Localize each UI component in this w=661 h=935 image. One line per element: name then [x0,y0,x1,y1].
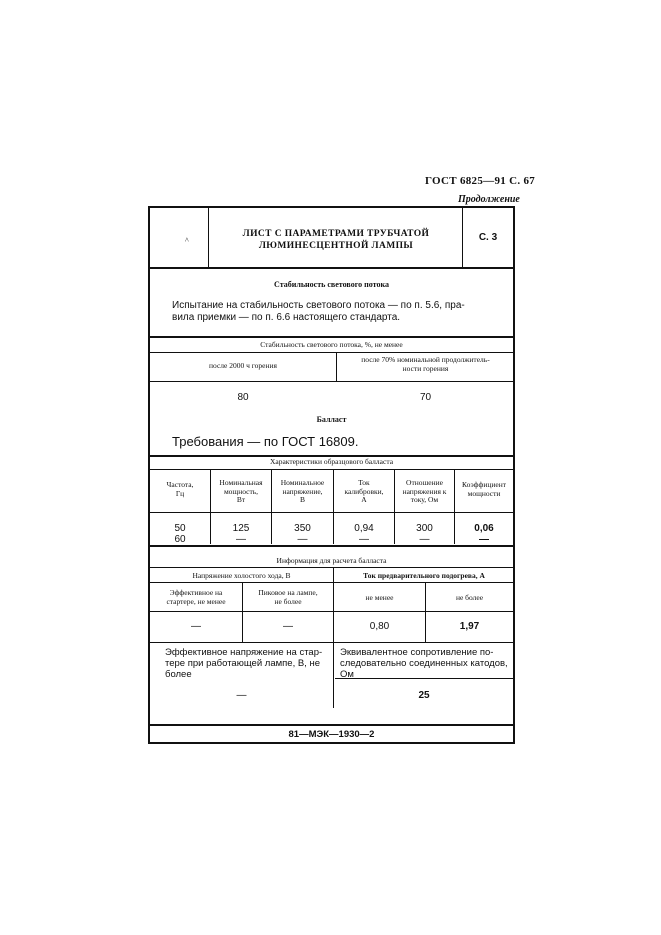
document-reference: ГОСТ 6825—91 С. 67 [425,175,536,187]
ballast-col-power: Номинальная мощность, Вт [219,478,263,504]
calc-sub-effective: Эффективное на стартере, не менее [166,588,226,606]
calc-left-group: Напряжение холостого хода, В [192,571,291,580]
ballast-cell-current: 0,94 — [354,523,374,545]
ballast-col-frequency: Частота, Гц [166,480,194,498]
stability-caption-rule [150,352,513,353]
calc-right-description: Эквивалентное сопротивление по- следовательно соединенных катодов, Ом [340,647,508,680]
ballast-cell-ratio: 300 — [416,523,433,545]
continuation-label: Продолжение [458,194,520,205]
stability-table-top [150,336,513,338]
stability-col1: после 2000 ч горения [209,361,277,370]
sheet-title-line1: ЛИСТ С ПАРАМЕТРАМИ ТРУБЧАТОЙ [242,229,430,239]
footer-code: 81—МЭК—1930—2 [288,729,375,740]
stability-text [172,300,509,324]
stability-value-70pct: 70 [419,392,432,403]
ballast-col-voltage: Номинальное напряжение, В [280,478,325,504]
calc-value-min: 0,80 [369,621,390,632]
calc-value-effective: — [191,621,201,632]
stability-text-line2: вила приемки — по п. 6.6 настоящего стандарта. [172,312,401,323]
stability-col2-line1: после 70% номинальной продолжитель- [361,355,490,364]
calc-value-peak: — [283,621,293,632]
ballast-cell-power-factor: 0,06 — [474,523,494,545]
ballast-cell-frequency: 50 60 [174,523,186,545]
ballast-cell-voltage: 350 — [294,523,311,545]
calc-sub-max: не более [455,593,484,602]
ballast-col-current: Ток калибровки, А [344,478,384,504]
calc-right-subdivider [425,582,426,642]
calc-values-rule [150,642,513,643]
calc-right-value-rule [335,678,513,679]
ballast-caption-rule [150,469,513,470]
ballast-header-rule [150,512,513,513]
stability-heading: Стабильность светового потока [274,280,389,289]
stability-table-caption: Стабильность светового потока, %, не менее [260,340,403,349]
calc-table-top [150,545,513,547]
stability-value-2000h: 80 [237,392,249,403]
calc-right-group: Ток предварительного подогрева, А [363,571,485,580]
title-divider-left [208,208,209,268]
stability-col2 [338,356,513,373]
footer-rule [150,724,513,726]
ballast-col-power-factor: Коэффициент мощности [462,480,506,498]
title-bottom-rule [150,267,513,269]
ballast-cell-power: 125 — [232,523,250,545]
stability-text-line1: Испытание на стабильность светового потока — по п. 5.6, пра- [172,300,465,311]
calc-left-value: — [236,690,247,701]
stability-col2-line2: ности горения [402,363,449,373]
corner-mark: ^ [185,236,189,245]
calc-value-max: 1,97 [459,621,480,632]
calc-sub-peak: Пиковое на лампе, не более [258,588,318,606]
calc-left-description: Эффективное напряжение на стар- тере при работающей лампе, В, не более [165,647,323,680]
sheet-page: С. 3 [478,232,498,243]
ballast-requirement: Требования — по ГОСТ 16809. [172,434,359,449]
stability-col-divider [336,352,337,381]
calc-caption-rule [150,567,513,568]
ballast-table-caption: Характеристики образцового балласта [269,457,394,466]
sheet-title [210,228,462,252]
calc-sub-min: не менее [365,593,394,602]
stability-header-rule [150,381,513,382]
ballast-col-ratio: Отношение напряжения к току, Ом [402,478,447,504]
calc-table-caption: Информация для расчета балласта [276,556,387,565]
ballast-heading: Балласт [316,415,347,424]
calc-sub-rule [150,611,513,612]
calc-main-divider [333,567,334,708]
sheet-title-line2: ЛЮМИНЕСЦЕНТНОЙ ЛАМПЫ [258,241,414,251]
calc-right-value: 25 [418,690,430,701]
calc-group-rule [150,582,513,583]
